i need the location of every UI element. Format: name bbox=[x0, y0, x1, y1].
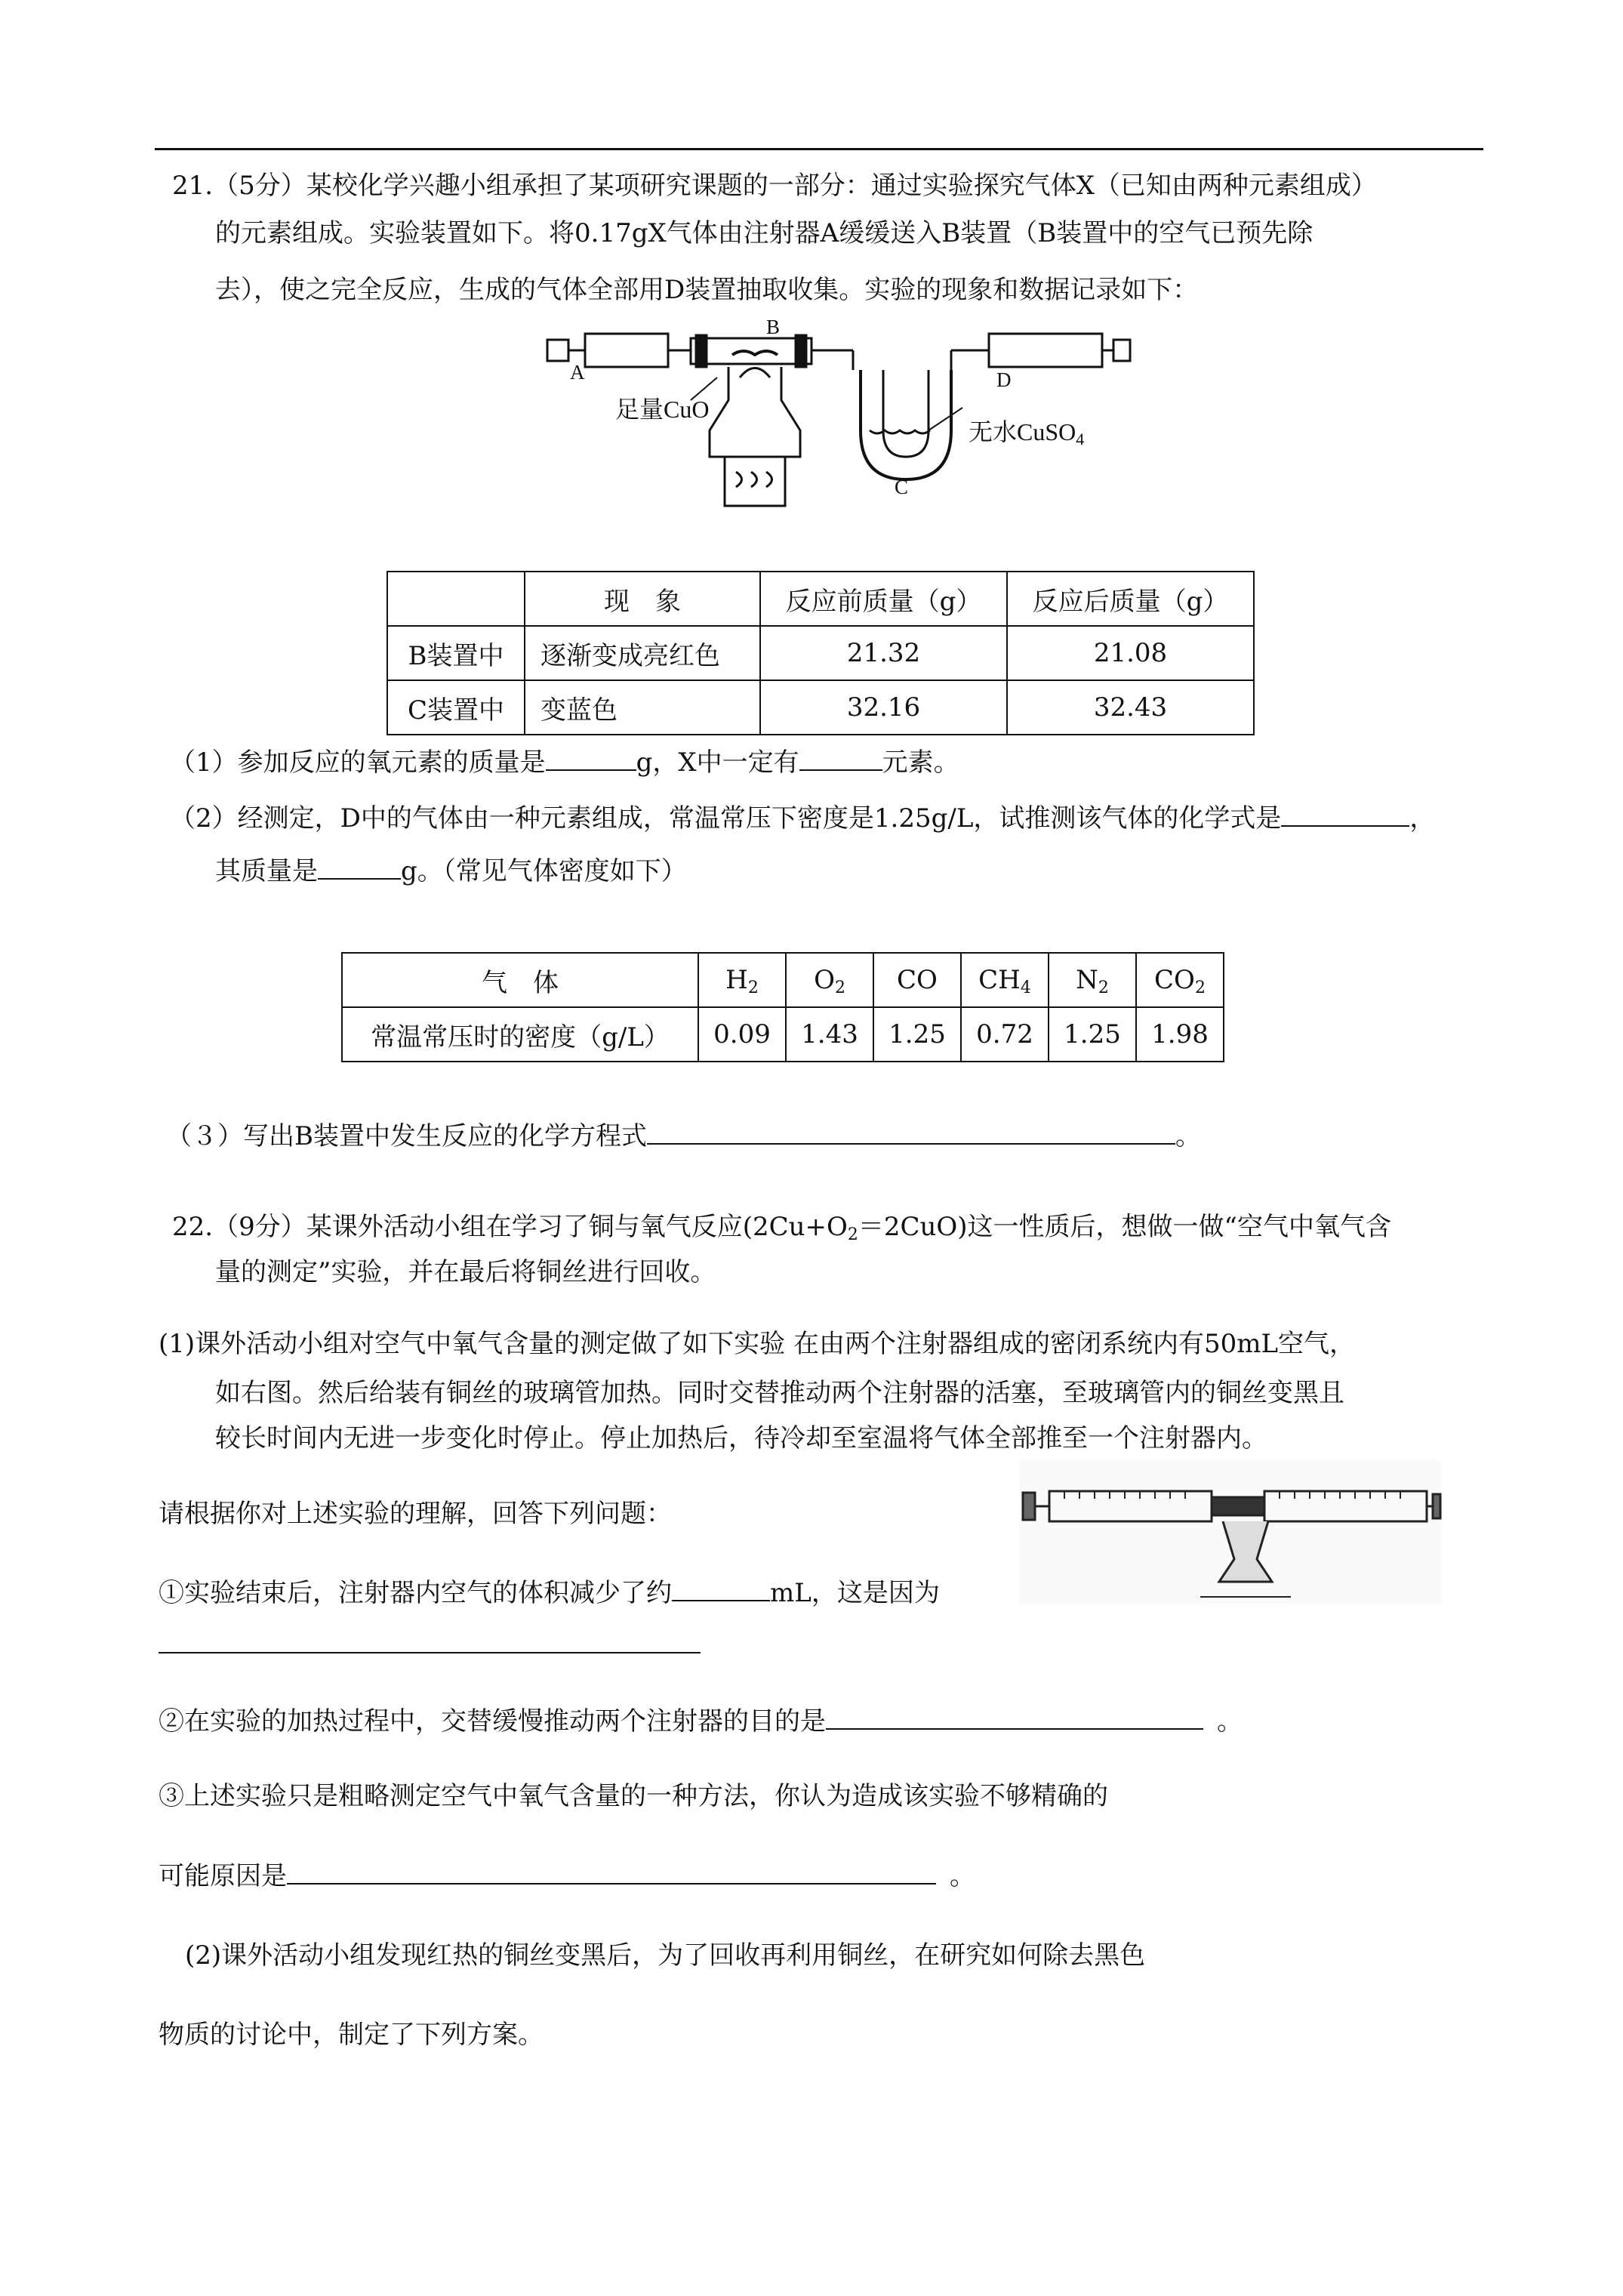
table-header-cell: 气 体 bbox=[342, 953, 698, 1007]
table-row bbox=[387, 626, 1254, 680]
table-row bbox=[342, 1007, 1224, 1062]
figure-label-a: A bbox=[570, 361, 585, 384]
tube-b bbox=[691, 338, 812, 364]
q22-stem-line-2: 量的测定”实验，并在最后将铜丝进行回收。 bbox=[215, 1257, 716, 1287]
gas-cell: $CH_4$ bbox=[961, 953, 1049, 1007]
q21-stem-line-1: 21.（5分）某校化学兴趣小组承担了某项研究课题的一部分：通过实验探究气体X（已知由两种元素组成） bbox=[172, 171, 1377, 201]
table-cell: 逐渐变成亮红色 bbox=[525, 626, 760, 680]
table-cell: 32.16 bbox=[760, 680, 1007, 735]
table-header-cell: 反应前质量（g） bbox=[760, 572, 1007, 626]
table-cell: 21.08 bbox=[1007, 626, 1254, 680]
figure-label-cuo: 足量CuO bbox=[615, 396, 710, 423]
table-cell: 变蓝色 bbox=[525, 680, 760, 735]
table-row bbox=[342, 953, 1224, 1007]
q22-part1-line-1: (1)课外活动小组对空气中氧气含量的测定做了如下实验 在由两个注射器组成的密闭系统内有50mL空气， bbox=[159, 1329, 1356, 1359]
answer-blank[interactable] bbox=[1281, 800, 1409, 827]
density-cell: 1.43 bbox=[786, 1007, 873, 1062]
table-cell: 32.43 bbox=[1007, 680, 1254, 735]
table-cell: C装置中 bbox=[387, 680, 525, 735]
answer-blank[interactable] bbox=[546, 744, 636, 771]
answer-line[interactable] bbox=[159, 1652, 701, 1653]
density-cell: 0.72 bbox=[961, 1007, 1049, 1062]
density-cell: 1.98 bbox=[1136, 1007, 1224, 1062]
gas-cell: $N_2$ bbox=[1049, 953, 1136, 1007]
q22-part2-line-1: (2)课外活动小组发现红热的铜丝变黑后，为了回收再利用铜丝，在研究如何除去黑色 bbox=[185, 1940, 1146, 1971]
syringe-apparatus-figure bbox=[1019, 1461, 1442, 1604]
q21-sub-1: （1）参加反应的氧元素的质量是 g，X中一定有 元素。 bbox=[170, 744, 959, 781]
reaction-data-table bbox=[387, 571, 1255, 735]
lamp-stand bbox=[725, 457, 785, 506]
q22-item-3-line-1: ③上述实验只是粗略测定空气中氧气含量的一种方法，你认为造成该实验不够精确的 bbox=[159, 1781, 1108, 1811]
header-rule bbox=[155, 148, 1483, 150]
table-row bbox=[387, 680, 1254, 735]
q22-part2-line-2: 物质的讨论中，制定了下列方案。 bbox=[159, 2020, 544, 2050]
answer-blank[interactable] bbox=[647, 1117, 1175, 1145]
q21-stem-line-2: 的元素组成。实验装置如下。将0.17gX气体由注射器A缓缓送入B装置（B装置中的空气已预先除 bbox=[215, 218, 1313, 248]
syringe-a-barrel bbox=[585, 334, 668, 367]
density-cell: 1.25 bbox=[873, 1007, 961, 1062]
gas-cell: $H_2$ bbox=[698, 953, 786, 1007]
syringe-a-plunger-end bbox=[547, 340, 568, 361]
table-header-cell: 常温常压时的密度（g/L） bbox=[342, 1007, 698, 1062]
figure-label-d: D bbox=[996, 368, 1012, 391]
q22-item-1: ①实验结束后，注射器内空气的体积减少了约 mL，这是因为 bbox=[159, 1574, 940, 1612]
q21-sub-3: （３）写出B装置中发生反应的化学方程式 。 bbox=[166, 1117, 1201, 1155]
table-cell: B装置中 bbox=[387, 626, 525, 680]
q22-stem-line-1: 22.（9分）某课外活动小组在学习了铜与氧气反应$(2Cu+O_2=2CuO)$这一性质后，想做一做“空气中氧气含 bbox=[172, 1212, 1391, 1244]
answer-blank[interactable] bbox=[672, 1574, 770, 1601]
figure-label-b: B bbox=[766, 316, 781, 338]
gas-cell: CO bbox=[873, 953, 961, 1007]
gas-density-table bbox=[341, 952, 1224, 1062]
answer-blank[interactable] bbox=[318, 852, 401, 880]
answer-blank[interactable] bbox=[799, 744, 882, 771]
gas-cell: $O_2$ bbox=[786, 953, 873, 1007]
table-cell: 21.32 bbox=[760, 626, 1007, 680]
q22-item-3-line-2: 可能原因是 。 bbox=[159, 1857, 975, 1895]
syringe-d-barrel bbox=[989, 334, 1102, 367]
answer-blank[interactable] bbox=[287, 1857, 936, 1885]
q21-sub-2-line-1: （2）经测定，D中的气体由一种元素组成，常温常压下密度是1.25g/L，试推测该气体的化学式是 ， bbox=[170, 800, 1435, 837]
gas-cell: $CO_2$ bbox=[1136, 953, 1224, 1007]
q21-stem-line-3: 去），使之完全反应，生成的气体全部用D装置抽取收集。实验的现象和数据记录如下： bbox=[215, 275, 1199, 305]
table-header-cell: 现 象 bbox=[525, 572, 760, 626]
q22-ask: 请根据你对上述实验的理解，回答下列问题： bbox=[159, 1499, 672, 1529]
q22-part1-line-2: 如右图。然后给装有铜丝的玻璃管加热。同时交替推动两个注射器的活塞，至玻璃管内的铜丝变黑且 bbox=[215, 1378, 1344, 1408]
density-cell: 1.25 bbox=[1049, 1007, 1136, 1062]
q22-part1-line-3: 较长时间内无进一步变化时停止。停止加热后，待冷却至室温将气体全部推至一个注射器内。 bbox=[215, 1423, 1267, 1453]
table-header-row bbox=[387, 572, 1254, 626]
figure-label-c: C bbox=[895, 476, 909, 498]
q22-item-2: ②在实验的加热过程中，交替缓慢推动两个注射器的目的是 。 bbox=[159, 1703, 1243, 1740]
alcohol-lamp bbox=[710, 367, 800, 457]
density-cell: 0.09 bbox=[698, 1007, 786, 1062]
q21-sub-2-line-2: 其质量是 g。（常见气体密度如下） bbox=[215, 852, 687, 890]
figure-label-cuso4: 无水CuSO$_4$ bbox=[969, 418, 1085, 448]
table-header-cell bbox=[387, 572, 525, 626]
table-header-cell: 反应后质量（g） bbox=[1007, 572, 1254, 626]
answer-blank[interactable] bbox=[826, 1703, 1203, 1730]
